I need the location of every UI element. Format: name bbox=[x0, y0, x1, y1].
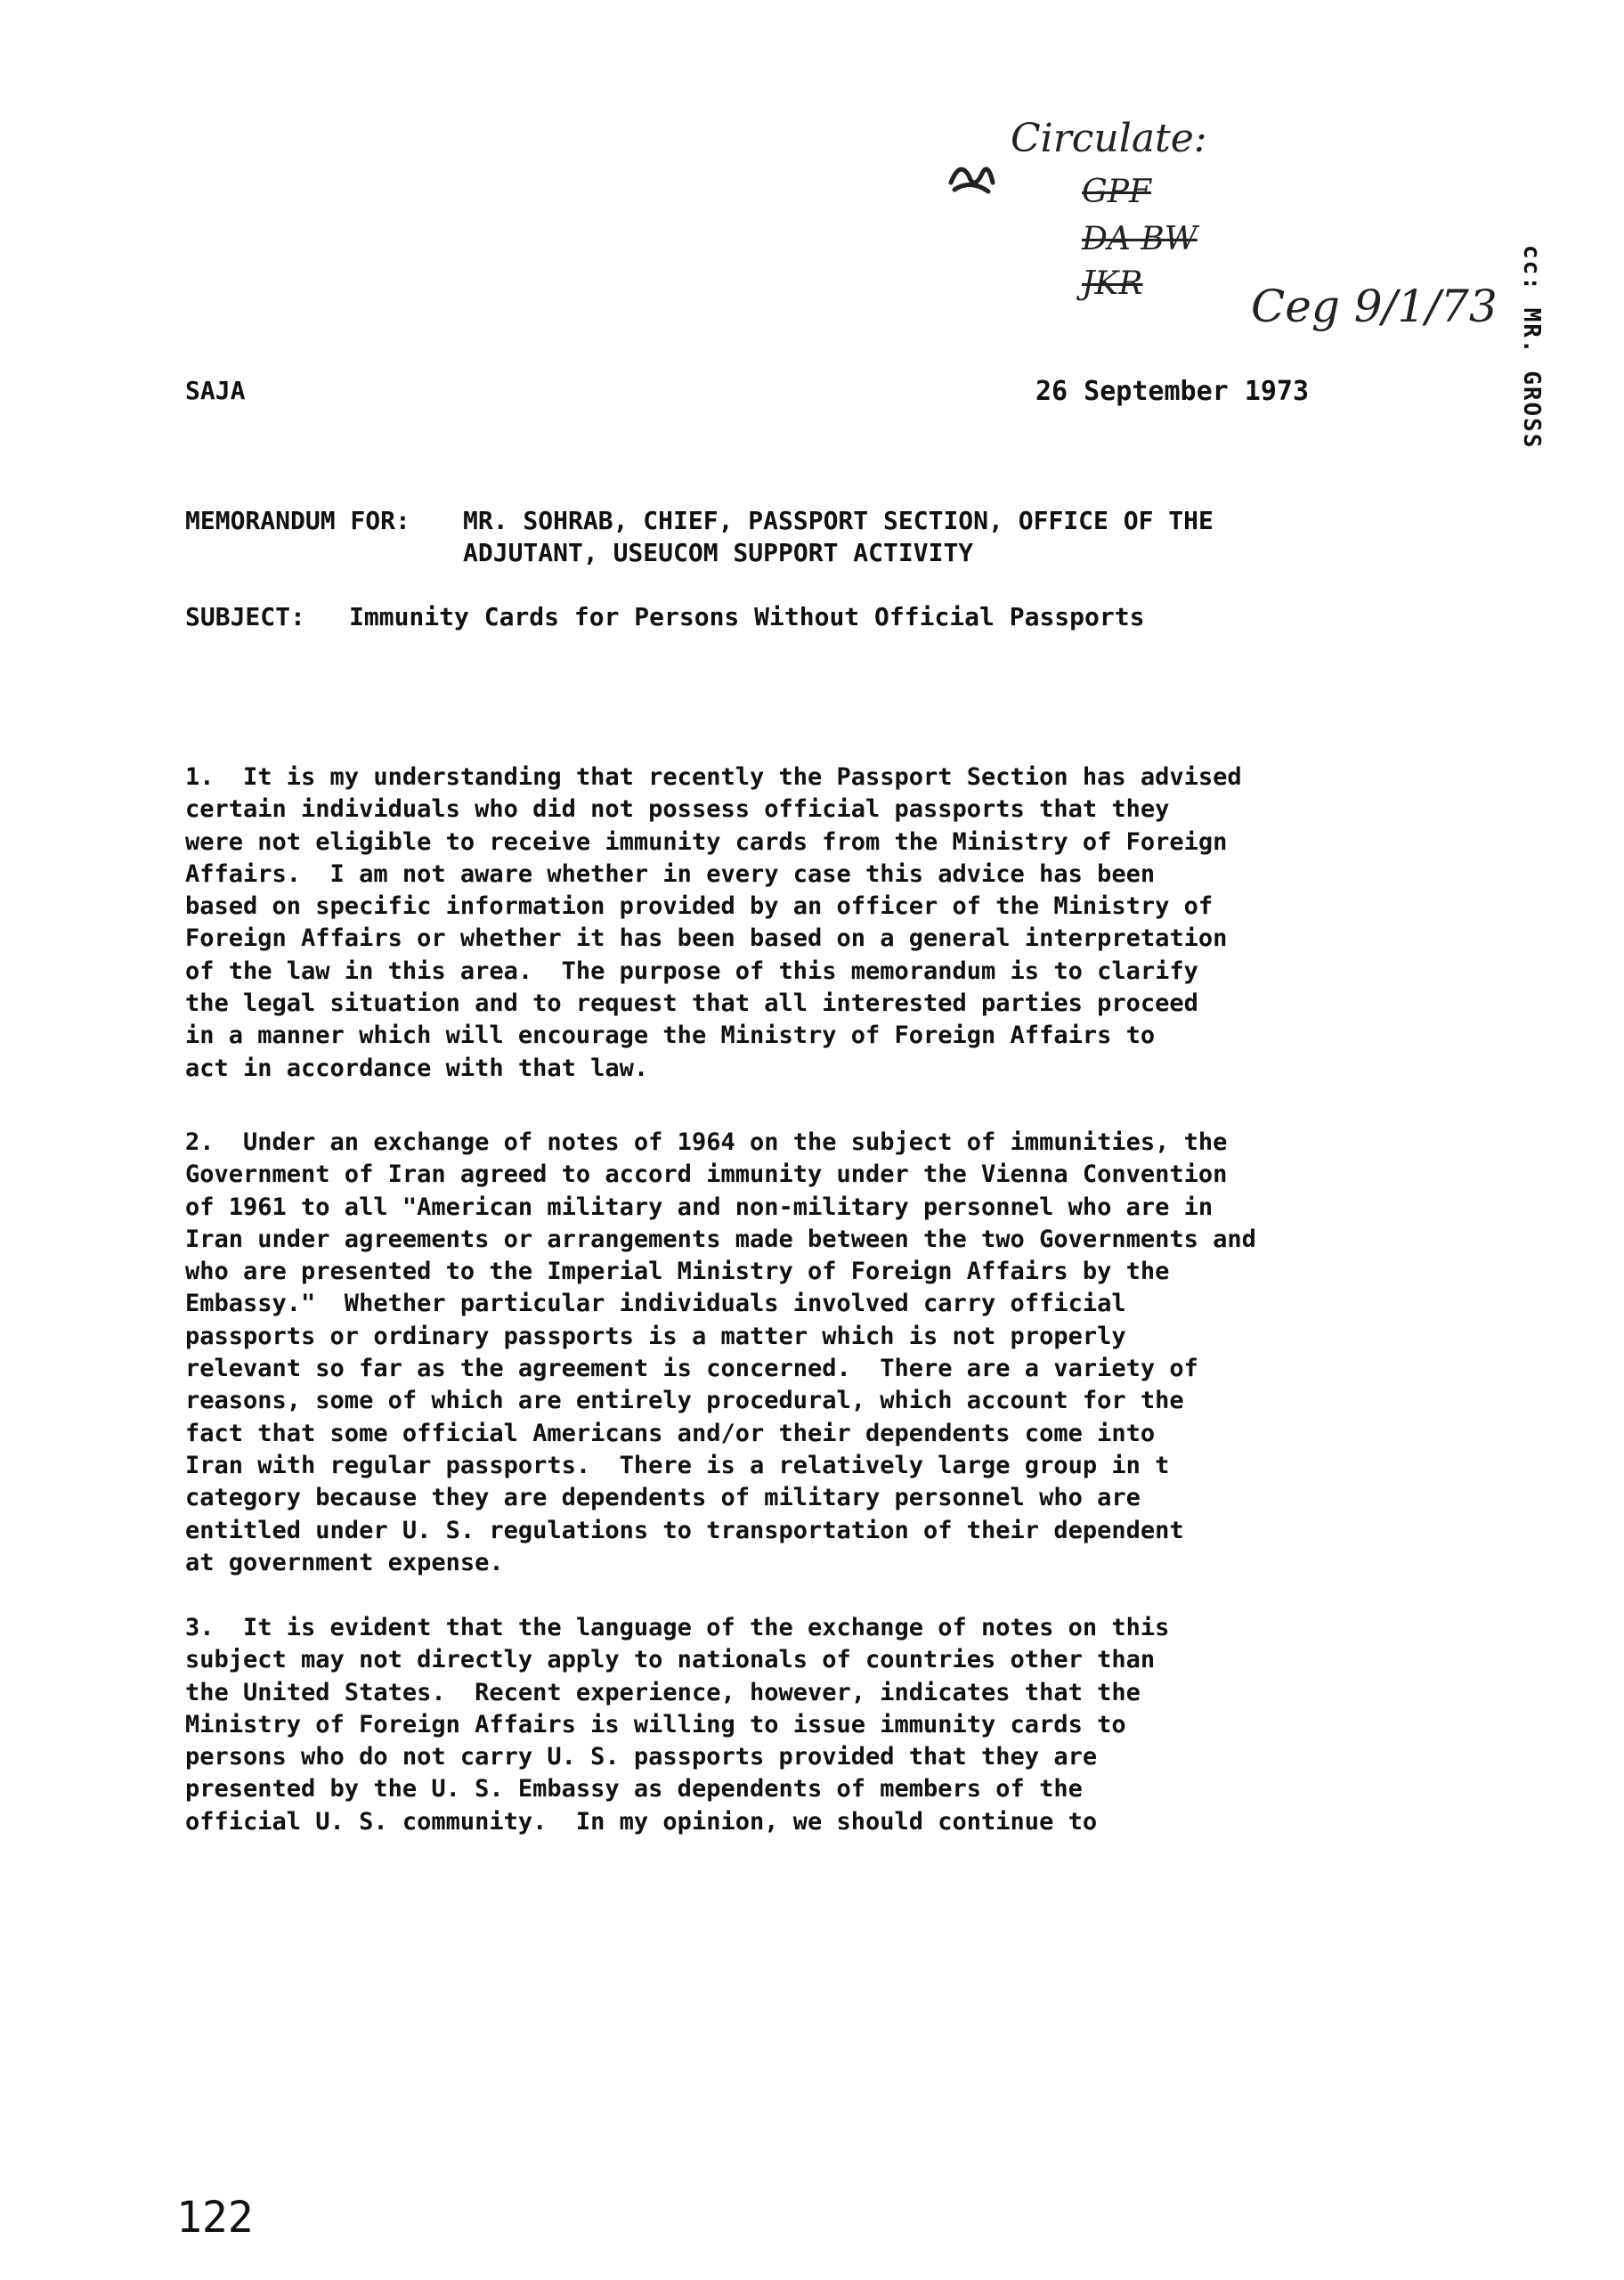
body-paragraph-2: 2. Under an exchange of notes of 1964 on the subject of immunities, the Government of Iran agreed to accord immunity under the Vienna Convention of 1961 to all "American military and non-military personnel who are in Iran under agreements or arrangements made between the two Governments and who are presented to the Imperial Ministry of Foreign Affairs by the Embassy." Whether particular individuals involved carry official passports or ordinary passports is a matter which is not properly relevant so far as the agreement is concerned. There are a variety of reasons, some of which are entirely procedural, which account for the fact that some official Americans and/or their dependents come into Iran with regular passports. There is a relatively large group in t category because they are dependents of military personnel who are entitled under U. S. regulations to transportation of their dependent at government expense. bbox=[185, 1128, 1256, 1576]
subject-label: SUBJECT: bbox=[185, 602, 305, 631]
body-paragraph-1: 1. It is my understanding that recently the Passport Section has advised certain individuals who did not possess official passports that they were not eligible to receive immunity cards from the Ministry of Foreign Affairs. I am not aware whether in every case this advice has been based on specific information provided by an officer of the Ministry of Foreign Affairs or whether it has been based on a general interpretation of the law in this area. The purpose of this memorandum is to clarify the legal situation and to request that all interested parties proceed in a manner which will encourage the Ministry of Foreign Affairs to act in accordance with that law. bbox=[185, 763, 1242, 1082]
cc-side-note: cc: MR. GROSS bbox=[1518, 245, 1545, 450]
memorandum-recipient-line-2: ADJUTANT, USEUCOM SUPPORT ACTIVITY bbox=[463, 538, 974, 567]
memo-date: 26 September 1973 bbox=[1035, 376, 1310, 407]
body-paragraph-3: 3. It is evident that the language of the exchange of notes on this subject may not directly apply to nationals of countries other than the United States. Recent experience, however, indicates that the Ministry of Foreign Affairs is willing to issue immunity cards to persons who do not carry U. S. passports provided that they are presented by the U. S. Embassy as dependents of members of the official U. S. community. In my opinion, we should continue to bbox=[185, 1614, 1170, 1836]
memorandum-for-label: MEMORANDUM FOR: bbox=[185, 506, 410, 535]
handwritten-date-note: Ceg 9/1/73 bbox=[1251, 281, 1498, 332]
handwritten-circulate-note: Circulate: bbox=[1011, 116, 1207, 161]
handwritten-initials-1: GPF bbox=[1082, 174, 1151, 210]
page-number: 122 bbox=[176, 2193, 254, 2243]
handwritten-initials-2: DA BW bbox=[1082, 221, 1198, 257]
handwritten-scribble bbox=[944, 156, 997, 200]
subject-text: Immunity Cards for Persons Without Official Passports bbox=[349, 602, 1145, 631]
office-symbol: SAJA bbox=[185, 376, 246, 405]
memorandum-recipient-line-1: MR. SOHRAB, CHIEF, PASSPORT SECTION, OFFICE OF THE bbox=[463, 506, 1214, 535]
handwritten-initials-3: JKR bbox=[1082, 265, 1143, 302]
